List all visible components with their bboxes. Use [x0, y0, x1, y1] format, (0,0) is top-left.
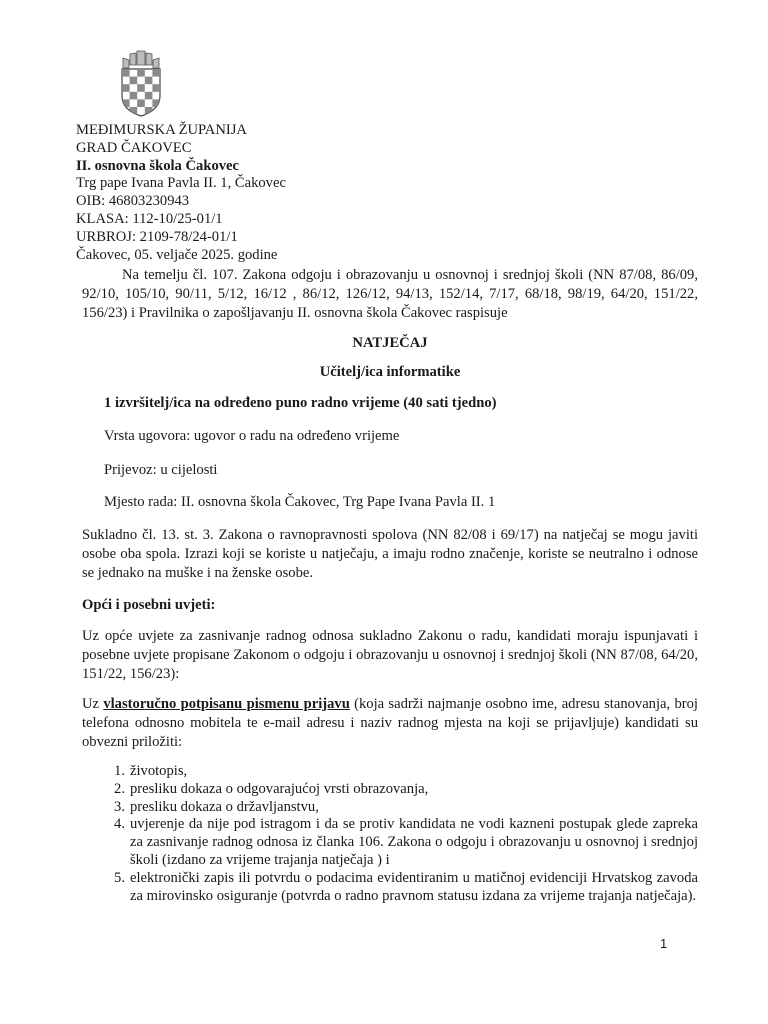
list-item-number: 5.	[114, 869, 125, 886]
list-item-text: elektronički zapis ili potvrdu o podacima evidentiranim u matičnoj evidenciji Hrvatskog zavoda za mirovinsko osiguranje (potvrda o radno pravnom statusu izdana za vrijeme trajanja natječaja).	[130, 869, 698, 904]
crest-square	[130, 77, 138, 85]
list-item	[82, 870, 698, 906]
crest-square	[145, 92, 153, 100]
list-item-number: 2.	[114, 780, 125, 797]
transport: Prijevoz: u cijelosti	[104, 462, 218, 478]
document-date: Čakovec, 05. veljače 2025. godine	[76, 246, 278, 263]
coat-of-arms-icon	[118, 48, 164, 118]
list-item	[82, 781, 698, 799]
list-item-number: 1.	[114, 763, 125, 779]
list-item	[82, 799, 698, 817]
crest-square	[145, 77, 153, 85]
school-name: II. osnovna škola Čakovec	[76, 157, 239, 174]
list-item-text: životopis,	[130, 763, 188, 779]
list-item-text: uvjerenje da nije pod istragom i da se protiv kandidata ne vodi kazneni postupak glede zapreka za zasnivanje radnog odnosa iz članka 106. Zakona o odgoju i obrazovanju u osnovnoj i srednjoj školi (izdano za vrijeme trajanja natječaja ) i	[130, 816, 698, 868]
application-prefix: Uz	[82, 696, 104, 712]
oib: OIB: 46803230943	[76, 193, 190, 210]
city-name: GRAD ČAKOVEC	[76, 139, 192, 156]
letterhead	[76, 122, 286, 264]
klasa: KLASA: 112-10/25-01/1	[76, 210, 223, 227]
list-item-text: presliku dokaza o državljanstvu,	[130, 798, 319, 815]
conditions-heading: Opći i posebni uvjeti:	[82, 597, 216, 613]
list-item-text: presliku dokaza o odgovarajućoj vrsti obrazovanja,	[130, 780, 429, 797]
school-address: Trg pape Ivana Pavla II. 1, Čakovec	[76, 175, 286, 192]
position-title: Učitelj/ica informatike	[319, 364, 461, 380]
workplace: Mjesto rada: II. osnovna škola Čakovec, Trg Pape Ivana Pavla II. 1	[104, 494, 496, 510]
list-item-number: 3.	[114, 798, 125, 815]
intro-paragraph: Na temelju čl. 107. Zakona odgoju i obrazovanju u osnovnoj i srednjoj školi (NN 87/08, 86/09, 92/10, 105/10, 90/11, 5/12, 16/12 , 86/12, 126/12, 94/13, 152/14, 7/17, 68/18, 98/19, 64/20, 151/22, 156/23) i Pravilnika o zapošljavanju II. osnovna škola Čakovec raspisuje	[82, 267, 698, 321]
crest-square	[137, 69, 145, 77]
vacancy-line: 1 izvršitelj/ica na određeno puno radno vrijeme (40 sati tjedno)	[104, 395, 497, 411]
page-number: 1	[660, 936, 668, 951]
crest-square	[152, 84, 160, 92]
conditions-paragraph: Uz opće uvjete za zasnivanje radnog odnosa sukladno Zakonu o radu, kandidati moraju ispunjavati i posebne uvjete propisane Zakonom o odgoju i obrazovanju u osnovnoj i srednjoj školi (NN 87/08, 64/20, 151/22, 156/23):	[82, 628, 698, 682]
crest-square	[137, 84, 145, 92]
application-suffix: (koja sadrži najmanje osobno ime, adresu stanovanja, broj telefona odnosno mobitela te e-mail adresu i naziv radnog mjesta na koji se prijavljuje) kandidati su obvezni priložiti:	[82, 696, 698, 750]
crest-square	[122, 84, 130, 92]
document-title: NATJEČAJ	[352, 335, 428, 351]
application-paragraph	[82, 695, 698, 752]
list-item	[82, 763, 698, 781]
contract-type: Vrsta ugovora: ugovor o radu na određeno vrijeme	[104, 428, 400, 444]
list-item-number: 4.	[114, 816, 125, 833]
urbroj: URBROJ: 2109-78/24-01/1	[76, 228, 238, 245]
list-item	[82, 816, 698, 869]
crest-square	[152, 69, 160, 77]
equality-paragraph: Sukladno čl. 13. st. 3. Zakona o ravnopravnosti spolova (NN 82/08 i 69/17) na natječaj se mogu javiti osobe oba spola. Izrazi koji se koriste u natječaju, a imaju rodno značenje, koriste se neutralno i odnose se jednako na muške i na ženske osobe.	[82, 527, 698, 581]
crest-square	[137, 99, 145, 107]
crest-square	[122, 69, 130, 77]
crest-square	[130, 92, 138, 100]
requirements-list	[82, 763, 698, 905]
application-emphasis: vlastoručno potpisanu pismenu prijavu	[103, 696, 350, 712]
county-name: MEĐIMURSKA ŽUPANIJA	[76, 122, 247, 138]
